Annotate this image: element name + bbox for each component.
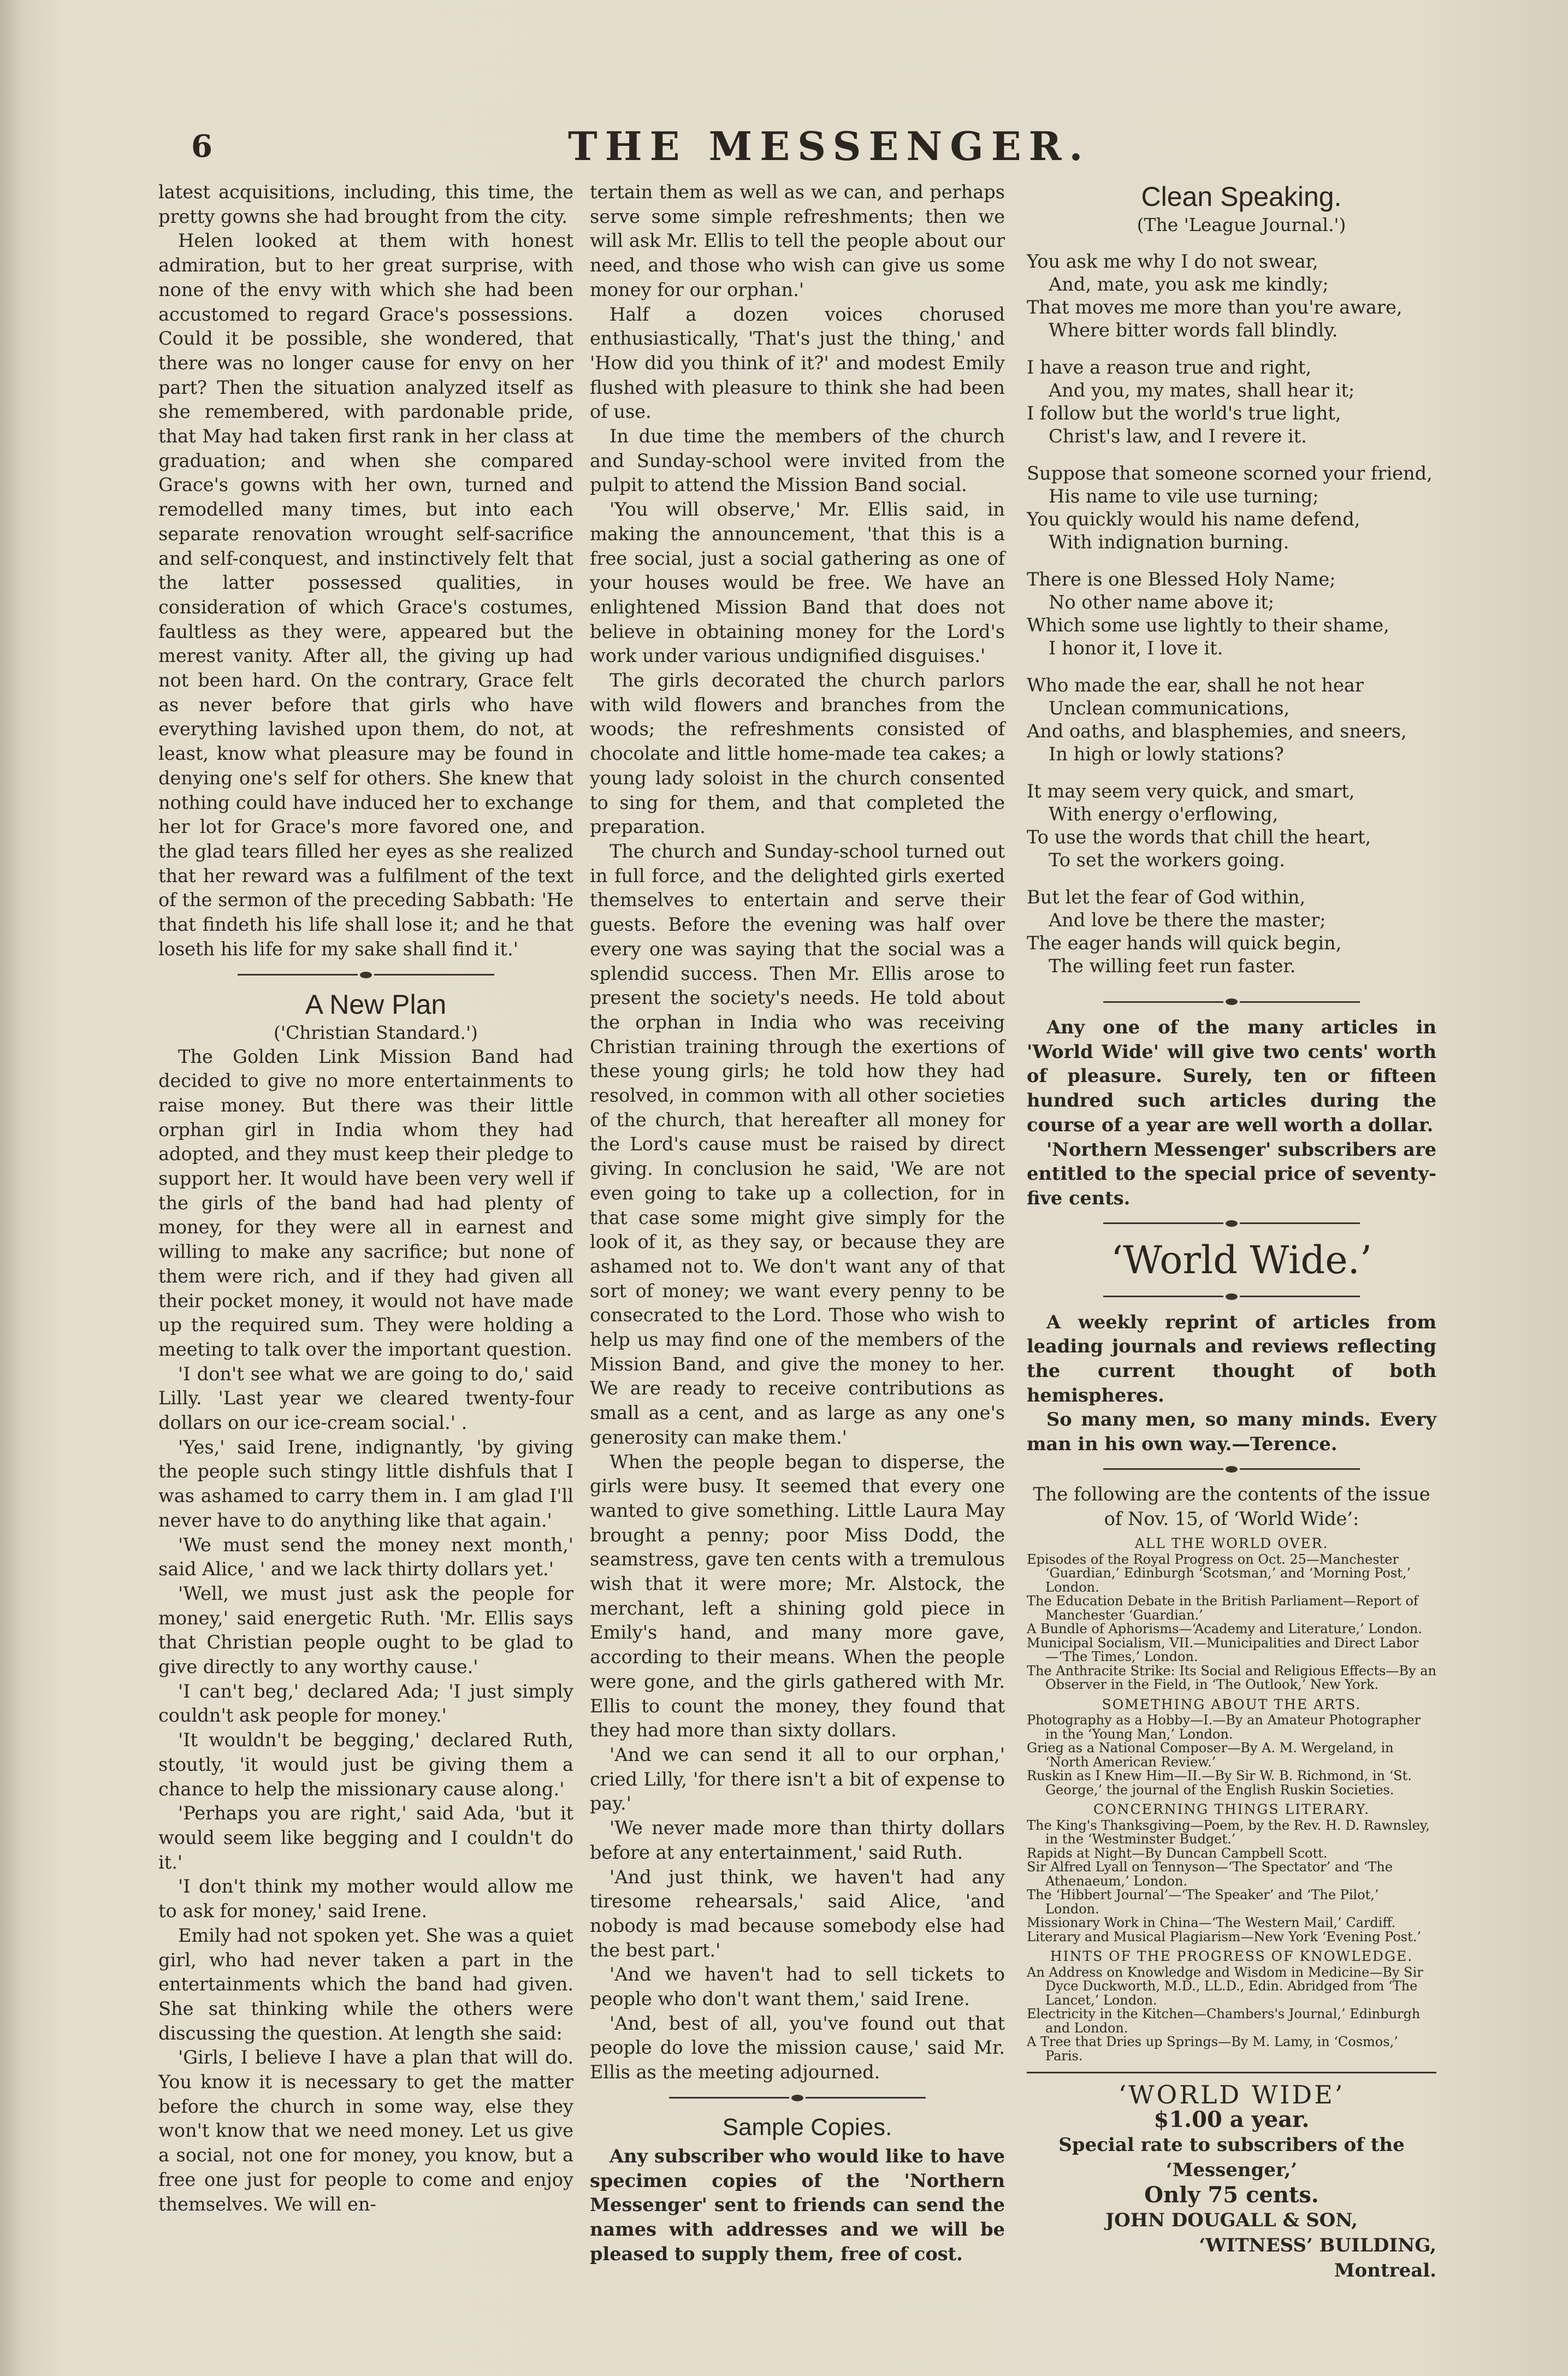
paragraph: 'And we can send it all to our orphan,' cried Lilly, 'for there isn't a bit of expense to pay.': [590, 1744, 1005, 1814]
poem-source: (The 'League Journal.'): [1137, 214, 1346, 235]
contents-section: [1027, 1819, 1436, 1944]
poem-line: And, mate, you ask me kindly;: [1049, 274, 1329, 295]
poem-stanza: [1027, 674, 1436, 766]
section-divider: [1027, 1214, 1436, 1233]
poem-stanza: [1027, 780, 1436, 872]
paragraph: 'We never made more than thirty dollars before at any entertainment,' said Ruth.: [590, 1817, 1005, 1863]
poem-stanza: [1027, 568, 1436, 660]
paragraph: latest acquisitions, including, this time, the pretty gowns she had brought from the city.: [158, 181, 573, 227]
contents-section: [1027, 1966, 1436, 2064]
paragraph: The Golden Link Mission Band had decided to give no more entertainments to raise money. But there was their little orphan girl in India whom they had adopted, and they must keep their pledge to support her. It would have been very well if the girls of the band had had plenty of money, for they were all in earnest and willing to make any sacrifice; but none of them were rich, and if they had given all their pocket money, it would not have made up the required sum. They were holding a meeting to talk over the important question.: [158, 1045, 573, 1360]
poem-line: Where bitter words fall blindly.: [1049, 320, 1338, 341]
paragraph: 'I can't beg,' declared Ada; 'I just simply couldn't ask people for money.': [158, 1680, 573, 1727]
promo-paragraph: 'Northern Messenger' subscribers are entitled to the special price of seventy-five cents.: [1027, 1138, 1436, 1209]
poem-line: Christ's law, and I revere it.: [1049, 425, 1307, 447]
section-divider: [1027, 1287, 1436, 1307]
paragraph: 'I don't see what we are going to do,' said Lilly. 'Last year we cleared twenty-four dollars on our ice-cream social.' .: [158, 1363, 573, 1434]
ad-company: JOHN DOUGALL & SON,: [1105, 2209, 1358, 2232]
poem-line: Unclean communications,: [1049, 698, 1290, 719]
poem-line: But let the fear of God within,: [1027, 886, 1306, 908]
poem-line: With energy o'erflowing,: [1049, 803, 1279, 825]
poem-stanza: [1027, 250, 1436, 342]
section-divider: [1027, 1459, 1436, 1479]
column-1: [158, 180, 573, 2217]
poem-line: With indignation burning.: [1049, 531, 1289, 553]
contents-item: A Tree that Dries up Springs—By M. Lamy, in ‘Cosmos,’ Paris.: [1027, 2034, 1398, 2064]
poem-line: I follow but the world's true light,: [1027, 403, 1341, 424]
world-wide-title: ‘World Wide.’: [1110, 1237, 1372, 1282]
page-header: [186, 117, 1442, 172]
paragraph: 'We must send the money next month,' said Alice, ' and we lack thirty dollars yet.': [158, 1534, 573, 1580]
world-wide-motto: So many men, so many minds. Every man in his own way.—Terence.: [1027, 1408, 1436, 1455]
paragraph: 'It wouldn't be begging,' declared Ruth, stoutly, 'it would just be giving them a chance to help the missionary cause along.': [158, 1729, 573, 1800]
article-source: ('Christian Standard.'): [274, 1021, 478, 1043]
poem-line: There is one Blessed Holy Name;: [1027, 569, 1336, 590]
contents-item: The Anthracite Strike: Its Social and Religious Effects—By an Observer in the Field, in ‘The Outlook,’ New York.: [1027, 1663, 1436, 1693]
poem-line: And you, my mates, shall hear it;: [1049, 380, 1355, 401]
contents-section: [1027, 1713, 1436, 1797]
paragraph: 'And we haven't had to sell tickets to people who don't want them,' said Irene.: [590, 1964, 1005, 2010]
poem-line: Which some use lightly to their shame,: [1027, 614, 1389, 636]
contents-item: A Bundle of Aphorisms—‘Academy and Literature,’ London.: [1027, 1621, 1423, 1637]
poem-line: No other name above it;: [1049, 592, 1275, 613]
poem-line: You quickly would his name defend,: [1027, 509, 1360, 530]
contents-item: Electricity in the Kitchen—Chambers's Journal,’ Edinburgh and London.: [1027, 2006, 1421, 2036]
paragraph: Half a dozen voices chorused enthusiastically, 'That's just the thing,' and 'How did you think of it?' and modest Emily flushed with pleasure to think she had been of use.: [590, 303, 1005, 423]
contents-item: Photography as a Hobby—I.—By an Amateur Photographer in the ‘Young Man,’ London.: [1027, 1712, 1421, 1742]
contents-item: The ‘Hibbert Journal’—‘The Speaker’ and ‘The Pilot,’ London.: [1027, 1887, 1379, 1917]
paragraph: 'And just think, we haven't had any tiresome rehearsals,' said Alice, 'and nobody is mad because somebody else had the best part.': [590, 1866, 1005, 1961]
contents-item: Ruskin as I Knew Him—II.—By Sir W. B. Richmond, in ‘St. George,’ the journal of the English Ruskin Societies.: [1027, 1768, 1412, 1798]
contents-item: Municipal Socialism, VII.—Municipalities and Direct Labor—‘The Times,’ London.: [1027, 1635, 1419, 1665]
contents-item: Rapids at Night—By Duncan Campbell Scott.: [1027, 1845, 1328, 1861]
ad-building: ‘WITNESS’ BUILDING,: [1199, 2235, 1436, 2257]
contents-section-heading: SOMETHING ABOUT THE ARTS.: [1102, 1696, 1362, 1712]
ad-title: ‘WORLD WIDE’: [1118, 2080, 1345, 2110]
paragraph: In due time the members of the church and Sunday-school were invited from the pulpit to attend the Mission Band social.: [590, 425, 1005, 496]
section-divider: [158, 965, 573, 985]
contents-intro: The following are the contents of the issue of Nov. 15, of ‘World Wide’:: [1033, 1483, 1430, 1529]
paragraph: 'Girls, I believe I have a plan that will do. You know it is necessary to get the matter before the church in some way, else they won't know that we need money. Let us give a social, not one for money, you know, but a free one just for people to come and enjoy themselves. We will en-: [158, 2047, 573, 2215]
section-divider: [1027, 992, 1436, 1012]
section-divider: [590, 2088, 1005, 2108]
poem-line: It may seem very quick, and smart,: [1027, 781, 1355, 802]
ad-price: $1.00 a year.: [1153, 2107, 1310, 2133]
contents-item: Literary and Musical Plagiarism—New York ‘Evening Post.’: [1027, 1929, 1422, 1944]
page-number: 6: [191, 128, 212, 164]
poem-stanza: [1027, 356, 1436, 448]
horizontal-rule: [1027, 2072, 1436, 2073]
column-2: [590, 180, 1005, 2266]
poem-line: To use the words that chill the heart,: [1027, 826, 1371, 848]
sample-copies-title: Sample Copies.: [722, 2113, 892, 2141]
paragraph: When the people began to disperse, the girls were busy. It seemed that every one wanted to give something. Little Laura May brought a penny; poor Miss Dodd, the seamstress, gave ten cents with a tremulous wish that it were more; Mr. Alstock, the merchant, left a shining gold piece in Emily's hand, and many more gave, according to their means. When the people were gone, and the girls gathered with Mr. Ellis to count the money, they found that they had more than sixty dollars.: [590, 1451, 1005, 1741]
contents-section: [1027, 1553, 1436, 1692]
contents-section-heading: HINTS OF THE PROGRESS OF KNOWLEDGE.: [1050, 1948, 1413, 1965]
poem-line: In high or lowly stations?: [1049, 743, 1284, 765]
poem-stanza: [1027, 462, 1436, 554]
poem-line: His name to vile use turning;: [1049, 486, 1319, 507]
paragraph: The church and Sunday-school turned out in full force, and the delighted girls exerted themselves to entertain and serve their guests. Before the evening was half over every one was saying that the social was a splendid success. Then Mr. Ellis arose to present the society's needs. He told about the orphan in India who was receiving Christian training through the exertions of these young girls; he told how they had resolved, in common with all other societies of the church, that hereafter all money for the Lord's cause must be raised by direct giving. In conclusion he said, 'We are not even going to take up a collection, for in that case some might give simply for the look of it, as they say, or because they are ashamed not to. We don't want any of that sort of money; we want every penny to be consecrated to the Lord. Those who wish to help us may find one of the members of the Mission Band, and give the money to her. We are ready to receive contributions as small as a cent, and as large as any one's generosity can make them.': [590, 840, 1005, 1448]
contents-item: The King's Thanksgiving—Poem, by the Rev. H. D. Rawnsley, in the ‘Westminster Budget.’: [1027, 1817, 1430, 1847]
poem-line: And love be there the master;: [1049, 909, 1326, 931]
promo-paragraph: Any one of the many articles in 'World Wide' will give two cents' worth of pleasure. Surely, ten or fifteen hundred such articles during the course of a year are well worth a dollar.: [1027, 1016, 1436, 1136]
contents-item: An Address on Knowledge and Wisdom in Medicine—By Sir Dyce Duckworth, M.D., LL.D., Edin. Abridged from ‘The Lancet,’ London.: [1027, 1964, 1423, 2008]
ad-city: Montreal.: [1334, 2260, 1436, 2282]
paragraph: The girls decorated the church parlors with wild flowers and branches from the woods; the refreshments consisted of chocolate and little home-made tea cakes; a young lady soloist in the church consented to sing for them, and that completed the preparation.: [590, 670, 1005, 838]
poem-line: And oaths, and blasphemies, and sneers,: [1027, 720, 1407, 742]
paragraph: 'Yes,' said Irene, indignantly, 'by giving the people such stingy little dishfuls that I was ashamed to carry them in. I am glad I'll never have to do anything like that again.': [158, 1436, 573, 1531]
poem-line: The eager hands will quick begin,: [1027, 932, 1342, 954]
paragraph: 'You will observe,' Mr. Ellis said, in making the announcement, 'that this is a free social, just a social gathering as one of your houses would be free. We have an enlightened Mission Band that does not believe in obtaining money for the Lord's work under various undignified disguises.': [590, 499, 1005, 667]
paragraph: 'Perhaps you are right,' said Ada, 'but it would seem like begging and I couldn't do it.': [158, 1802, 573, 1873]
subscription-ad: [1027, 2082, 1436, 2283]
contents-item: Episodes of the Royal Progress on Oct. 25—Manchester ‘Guardian,’ Edinburgh ‘Scotsman,’ and ‘Morning Post,’ London.: [1027, 1551, 1411, 1595]
contents-section-heading: CONCERNING THINGS LITERARY.: [1093, 1801, 1370, 1818]
poem: [1027, 250, 1436, 978]
poem-title: Clean Speaking.: [1141, 181, 1342, 212]
poem-line: I have a reason true and right,: [1027, 357, 1312, 378]
poem-line: Suppose that someone scorned your friend,: [1027, 463, 1433, 484]
paragraph: Helen looked at them with honest admiration, but to her great surprise, with none of the envy with which she had been accustomed to regard Grace's possessions. Could it be possible, she wondered, that there was no longer cause for envy on her part? Then the situation analyzed itself as she remembered, with pardonable pride, that May had taken first rank in her class at graduation; and when she compared Grace's gowns with her own, turned and remodelled many times, but into each separate renovation wrought self-sacrifice and self-conquest, and instinctively felt that the latter possessed qualities, in consideration of which Grace's costumes, faultless as they were, appeared but the merest vanity. After all, the giving up had not been hard. On the contrary, Grace felt as never before that girls who have everything lavished upon them, do not, at least, know what pleasure may be found in denying one's self for others. She knew that nothing could have induced her to exchange her lot for Grace's more favored one, and the glad tears filled her eyes as she realized that her reward was a fulfilment of the text of the sermon of the preceding Sabbath: 'He that findeth his life shall lose it; and he that loseth his life for my sake shall find it.': [158, 230, 573, 960]
paragraph: 'I don't think my mother would allow me to ask for money,' said Irene.: [158, 1876, 573, 1922]
paragraph: tertain them as well as we can, and perhaps serve some simple refreshments; then we will ask Mr. Ellis to tell the people about our need, and those who wish can give us some money for our orphan.': [590, 181, 1005, 300]
poem-line: The willing feet run faster.: [1049, 955, 1296, 977]
column-3: [1027, 180, 1436, 2283]
contents-section-heading: ALL THE WORLD OVER.: [1134, 1535, 1329, 1552]
masthead: THE MESSENGER.: [568, 123, 1091, 169]
contents-item: Sir Alfred Lyall on Tennyson—‘The Spectator’ and ‘The Athenaeum,’ London.: [1027, 1859, 1393, 1889]
contents-item: Missionary Work in China—‘The Western Mail,’ Cardiff.: [1027, 1915, 1396, 1931]
poem-line: That moves me more than you're aware,: [1027, 297, 1403, 318]
paragraph: Emily had not spoken yet. She was a quiet girl, who had never taken a part in the entertainments which the band had given. She sat thinking while the others were discussing the question. At length she said:: [158, 1924, 573, 2044]
poem-line: I honor it, I love it.: [1049, 637, 1223, 659]
ad-special-rate: Special rate to subscribers of the ‘Messenger,’: [1058, 2134, 1405, 2182]
article-title: A New Plan: [305, 989, 447, 1020]
ad-only-price: Only 75 cents.: [1144, 2182, 1319, 2208]
contents-item: Grieg as a National Composer—By A. M. Wergeland, in ‘North American Review.’: [1027, 1740, 1394, 1770]
contents-item: The Education Debate in the British Parliament—Report of Manchester ‘Guardian.’: [1027, 1593, 1418, 1623]
contents-list: [1027, 1536, 1436, 2063]
poem-line: To set the workers going.: [1049, 849, 1286, 871]
poem-line: Who made the ear, shall he not hear: [1027, 675, 1364, 696]
poem-stanza: [1027, 886, 1436, 978]
world-wide-description: A weekly reprint of articles from leading journals and reviews reflecting the current thought of both hemispheres.: [1027, 1310, 1436, 1406]
paragraph: 'Well, we must just ask the people for money,' said energetic Ruth. 'Mr. Ellis says that Christian people ought to be glad to give directly to any worthy cause.': [158, 1582, 573, 1678]
poem-line: You ask me why I do not swear,: [1027, 251, 1318, 272]
sample-copies-text: Any subscriber who would like to have specimen copies of the 'Northern Messenger' sent to friends can send the names with addresses and we will be pleased to supply them, free of cost.: [590, 2144, 1005, 2265]
paragraph: 'And, best of all, you've found out that people do love the mission cause,' said Mr. Ellis as the meeting adjourned.: [590, 2012, 1005, 2083]
